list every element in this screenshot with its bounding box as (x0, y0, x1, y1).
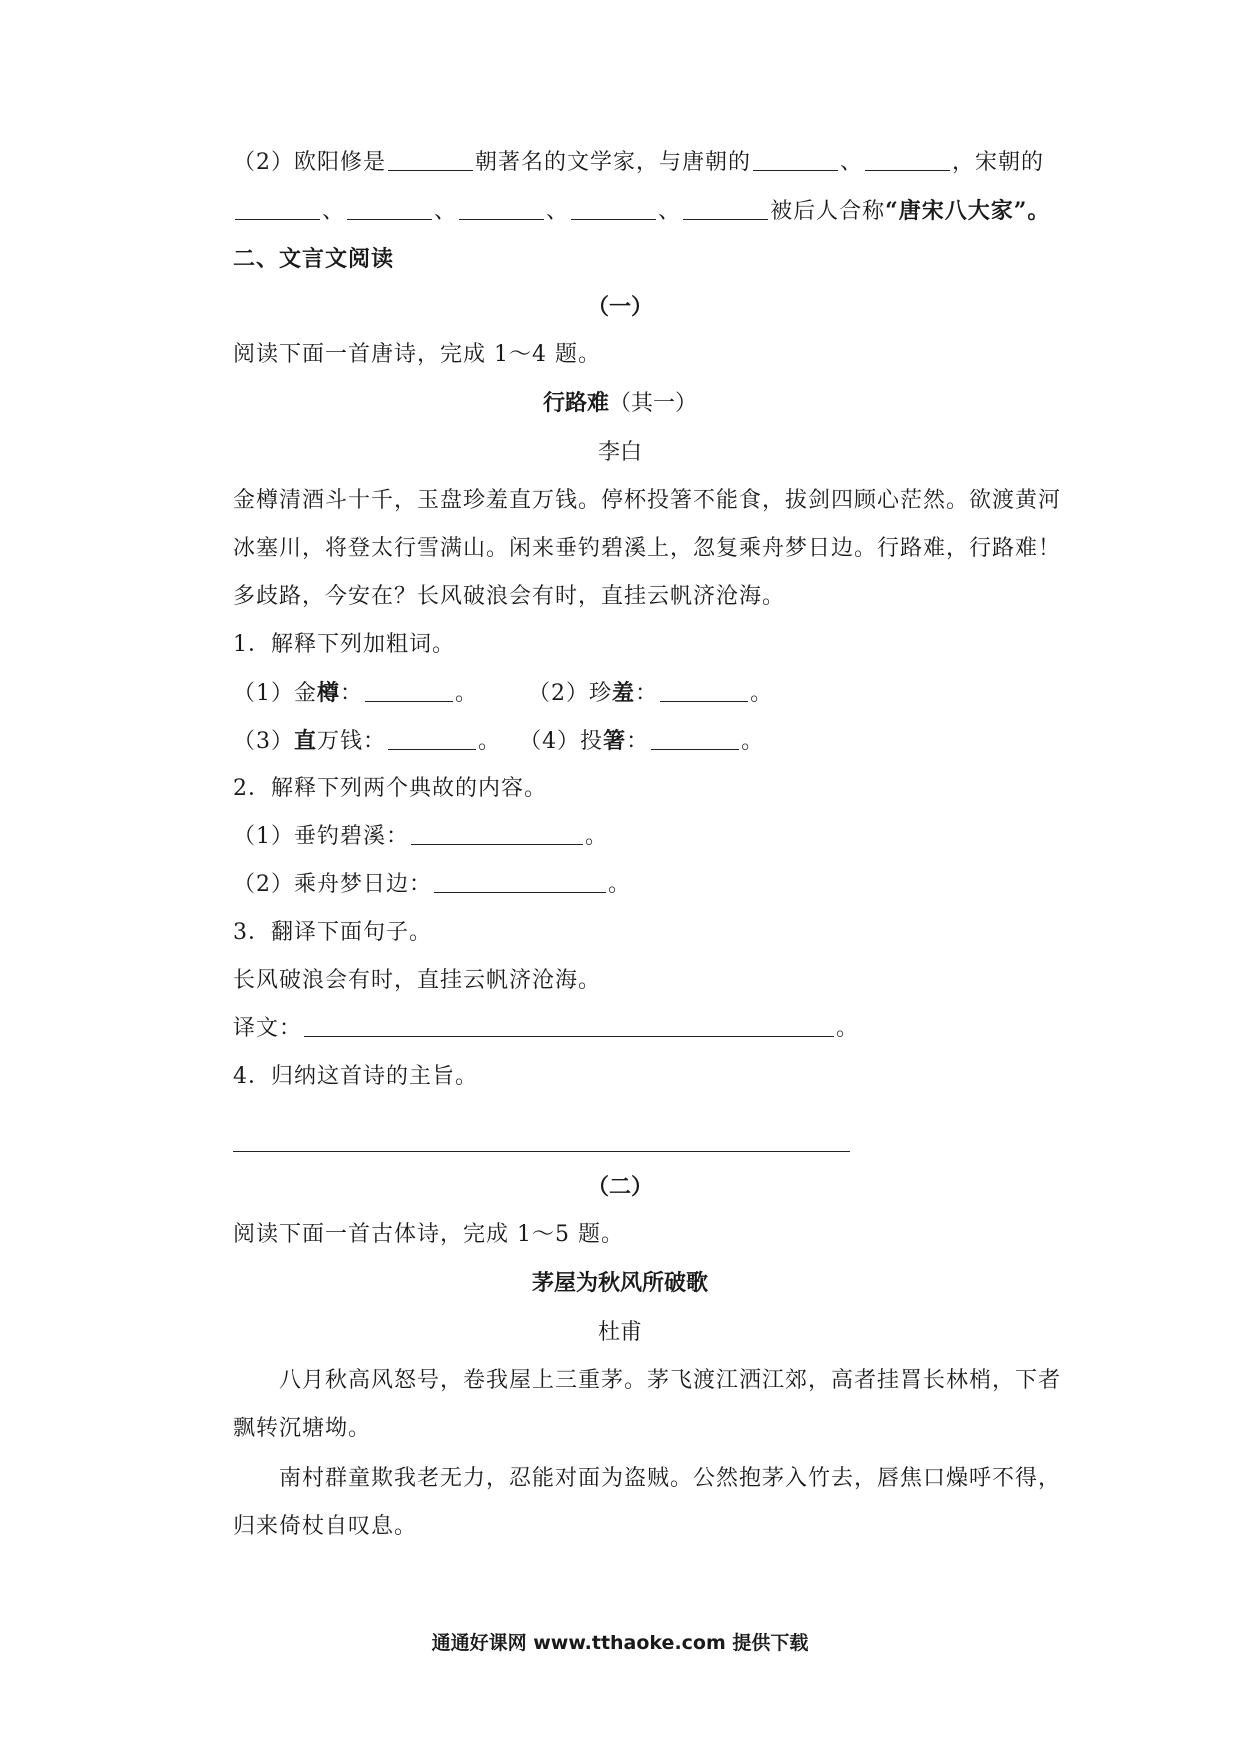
question-1-items-row2: （3）直万钱： 。 （4）投箸： 。 (233, 728, 765, 754)
question-3-title: 3．翻译下面句子。 (233, 920, 432, 945)
question-2-item-1: （1）垂钓碧溪： 。 (233, 824, 609, 849)
answer-blank[interactable] (388, 727, 476, 750)
answer-blank[interactable] (365, 679, 453, 702)
poem-text-line: 南村群童欺我老无力，忍能对面为盗贼。公然抱茅入竹去，唇焦口燥呼不得， (279, 1466, 1062, 1491)
poem-text-line: 金樽清酒斗十千，玉盘珍羞直万钱。停杯投箸不能食，拔剑四顾心茫然。欲渡黄河 (233, 488, 1062, 513)
poem-title-1: 行路难（其一） (542, 390, 698, 416)
answer-blank[interactable] (434, 870, 606, 893)
poem-title-2: 茅屋为秋风所破歌 (531, 1270, 708, 1296)
answer-blank[interactable] (459, 197, 544, 220)
answer-blank[interactable] (753, 148, 838, 171)
answer-blank[interactable] (683, 197, 768, 220)
answer-blank[interactable] (235, 197, 320, 220)
answer-blank[interactable] (660, 679, 748, 702)
answer-blank[interactable] (388, 148, 473, 171)
passage-instruction-1: 阅读下面一首唐诗，完成 1～4 题。 (233, 342, 601, 367)
answer-blank[interactable] (304, 1014, 834, 1037)
question-3-sentence: 长风破浪会有时，直挂云帆济沧海。 (233, 968, 602, 993)
passage-label-2: （二） (586, 1174, 653, 1200)
section-title: 二、文言文阅读 (233, 246, 395, 272)
poem-text-line: 多歧路，今安在？长风破浪会有时，直挂云帆济沧海。 (233, 584, 786, 609)
question-1-title: 1．解释下列加粗词。 (233, 632, 455, 657)
question-3-translation: 译文： 。 (233, 1016, 860, 1041)
answer-blank[interactable] (651, 727, 739, 750)
passage-instruction-2: 阅读下面一首古体诗，完成 1～5 题。 (233, 1222, 624, 1247)
poem-text-line: 归来倚杖自叹息。 (233, 1514, 418, 1539)
poem-text-line: 八月秋高风怒号，卷我屋上三重茅。茅飞渡江洒江郊，高者挂罥长林梢，下者 (279, 1368, 1062, 1393)
question-ouyang-xiu-line2: 、 、 、 、 被后人合称“唐宋八大家”。 (233, 196, 1050, 227)
poem-author-1: 李白 (597, 440, 642, 465)
passage-label-1: （一） (586, 294, 653, 320)
answer-blank[interactable] (865, 148, 950, 171)
answer-blank[interactable] (347, 197, 432, 220)
answer-blank[interactable] (411, 822, 583, 845)
poem-text-line: 飘转沉塘坳。 (233, 1416, 372, 1441)
question-2-title: 2．解释下列两个典故的内容。 (233, 776, 547, 801)
poem-author-2: 杜甫 (597, 1320, 642, 1345)
question-4-title: 4．归纳这首诗的主旨。 (233, 1064, 478, 1089)
page-footer: 通通好课网 www.tthaoke.com 提供下载 (431, 1632, 809, 1654)
eight-masters-term: “唐宋八大家” (885, 198, 1028, 224)
question-1-items-row1: （1）金樽： 。 （2）珍羞： 。 (233, 680, 774, 706)
answer-line[interactable] (233, 1151, 850, 1152)
answer-blank[interactable] (571, 197, 656, 220)
poem-text-line: 冰塞川，将登太行雪满山。闲来垂钓碧溪上，忽复乘舟梦日边。行路难，行路难！ (233, 536, 1062, 561)
question-ouyang-xiu-line1: （2）欧阳修是 朝著名的文学家，与唐朝的 、 ，宋朝的 (233, 150, 1045, 175)
question-2-item-2: （2）乘舟梦日边： 。 (233, 872, 632, 897)
